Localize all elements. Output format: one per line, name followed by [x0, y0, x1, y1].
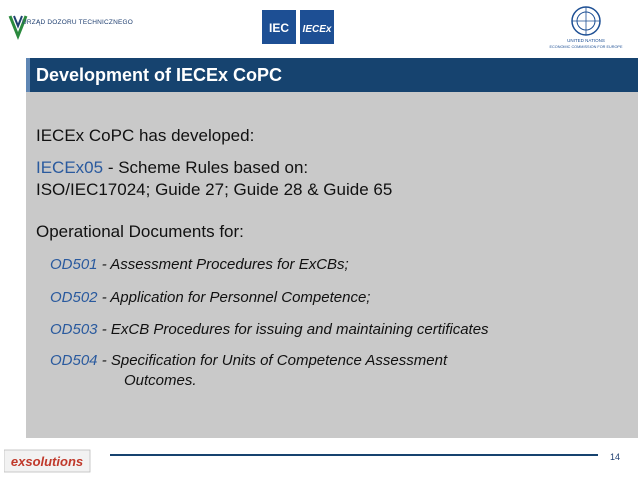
- intro-line: IECEx CoPC has developed:: [36, 126, 255, 145]
- iecex-logo-text: IECEx: [302, 24, 332, 35]
- page-number: 14: [610, 452, 621, 462]
- iecex05-code: IECEx05: [36, 158, 104, 177]
- iec-logo-text: IEC: [268, 21, 290, 35]
- un-caption-line2: ECONOMIC COMMISSION FOR EUROPE: [549, 45, 623, 49]
- iecex05-line2: ISO/IEC17024; Guide 27; Guide 28 & Guide 65: [36, 180, 393, 199]
- exsolutions-logo: [4, 448, 94, 474]
- od504-continuation: Outcomes.: [124, 372, 197, 389]
- list-item-od504: [50, 352, 447, 369]
- od501-text: - Assessment Procedures for ExCBs;: [97, 256, 349, 273]
- content-area: [26, 92, 638, 438]
- title-bar: [26, 58, 638, 92]
- exsolutions-logo-text: exsolutions: [10, 454, 84, 469]
- list-item-od502: [50, 289, 370, 306]
- operational-line: Operational Documents for:: [36, 222, 244, 241]
- footer: [0, 438, 638, 479]
- od502-code: OD502: [50, 289, 98, 306]
- un-emblem-logo: [540, 3, 632, 53]
- page-title: Development of IECEx CoPC: [36, 65, 283, 85]
- od504-code: OD504: [50, 352, 98, 369]
- iec-iecex-logo: [262, 10, 334, 46]
- od502-text: - Application for Personnel Competence;: [97, 289, 371, 306]
- footer-divider: [110, 454, 598, 456]
- header-logos: [0, 0, 638, 56]
- udt-logo: [8, 12, 168, 42]
- list-item-od501: [50, 256, 349, 273]
- iecex05-text: - Scheme Rules based on:: [103, 158, 309, 177]
- iecex05-line: [36, 158, 308, 178]
- od503-text: - ExCB Procedures for issuing and maintaining certificates: [97, 321, 489, 338]
- od503-code: OD503: [50, 321, 98, 338]
- list-item-od503: [50, 321, 489, 338]
- udt-logo-text: URZĄD DOZORU TECHNICZNEGO: [22, 19, 134, 26]
- od501-code: OD501: [50, 256, 98, 273]
- title-accent: [26, 58, 30, 92]
- un-caption-line1: UNITED NATIONS: [567, 38, 605, 43]
- od504-text: - Specification for Units of Competence Assessment: [97, 352, 448, 369]
